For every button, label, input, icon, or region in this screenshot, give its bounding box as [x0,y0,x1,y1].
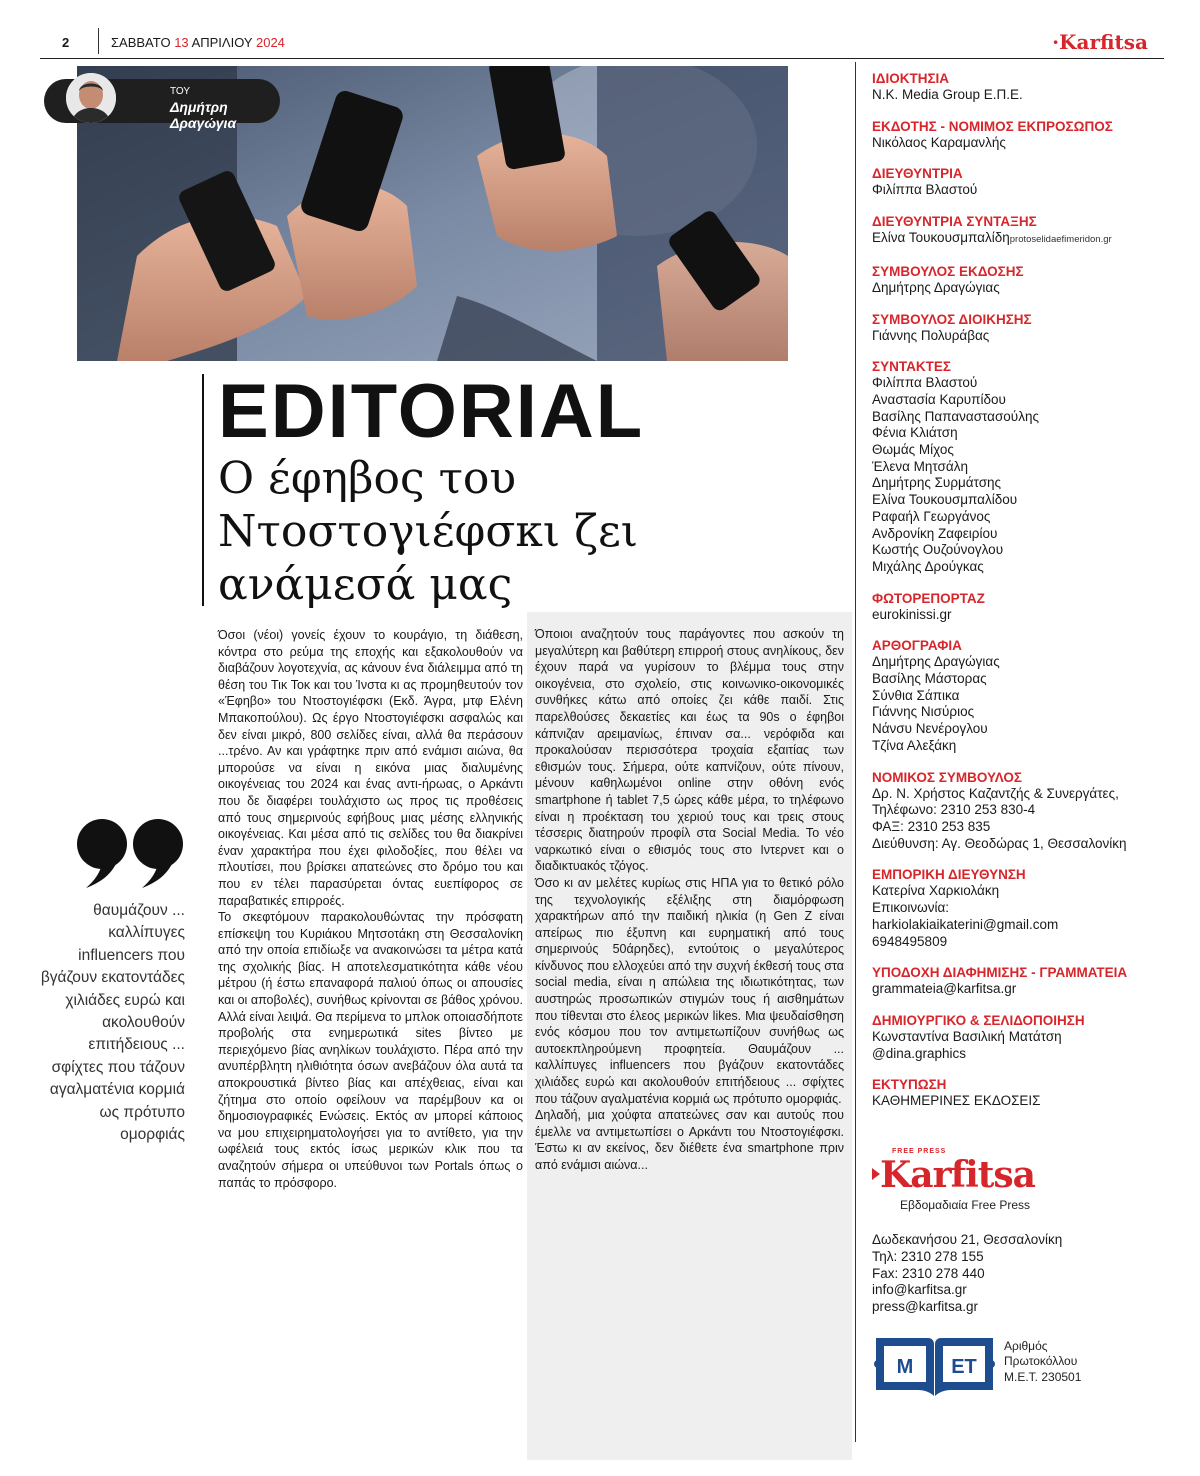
masthead-value [872,542,1172,559]
met-line: Πρωτοκόλλου [1004,1354,1078,1369]
masthead-value-text: Σύνθια Σάπικα [872,687,960,703]
masthead-block [872,637,1172,754]
met-logo-icon [872,1332,997,1402]
article-title: Ο έφηβος του Ντοστογιέφσκι ζει ανάμεσά μας [218,453,639,610]
masthead-block [872,590,1172,624]
page-header [0,0,1200,60]
masthead-value-text: Κατερίνα Χαρκιολάκη [872,883,1000,899]
masthead-block [872,358,1172,575]
masthead-value [872,1093,1172,1110]
masthead-value [872,1046,1172,1063]
masthead-value [872,883,1172,900]
masthead-value-text: Ελίνα Τουκουσμπαλίδη [872,230,1010,246]
masthead-block [872,964,1172,998]
article-column-1 [218,627,523,1191]
masthead-block [872,213,1172,249]
masthead-value [872,559,1172,576]
masthead-value [872,230,1172,249]
masthead-label: ΕΚΔΟΤΗΣ - ΝΟΜΙΜΟΣ ΕΚΠΡΟΣΩΠΟΣ [872,118,1113,134]
masthead-value-text: Θωμάς Μίχος [872,442,954,458]
masthead-value [872,607,1172,624]
masthead-value [872,509,1172,526]
brand-logo: Karfitsa [880,1154,1035,1196]
masthead-block [872,165,1172,199]
header-divider [98,28,99,54]
page-number: 2 [62,35,70,50]
masthead-label: ΔΗΜΙΟΥΡΓΙΚΟ & ΣΕΛΙΔΟΠΟΙΗΣΗ [872,1012,1085,1028]
masthead-value [872,375,1172,392]
met-line: Αριθμός [1004,1339,1048,1353]
source-watermark: protoselidaefimeridon.gr [1009,234,1112,246]
masthead-label: ΔΙΕΥΘΥΝΤΡΙΑ ΣΥΝΤΑΞΗΣ [872,214,1037,230]
contact-email-info: info@karfitsa.gr [872,1282,967,1298]
masthead-label: ΣΥΜΒΟΥΛΟΣ ΕΚΔΟΣΗΣ [872,263,1024,279]
author-prefix: ΤΟΥ [170,86,191,97]
masthead-value-text: @dina.graphics [872,1045,967,1061]
masthead-value [872,442,1172,459]
quote-mark-icon [76,818,186,890]
masthead-block [872,118,1172,152]
brand-subtitle: Εβδομαδιαία Free Press [900,1198,1031,1212]
masthead-label: ΕΜΠΟΡΙΚΗ ΔΙΕΥΘΥΝΣΗ [872,867,1026,883]
masthead-value-text: Μιχάλης Δρούγκας [872,558,984,574]
masthead-value [872,475,1172,492]
masthead-value [872,900,1172,917]
met-registration [1004,1339,1081,1385]
article-paragraph: Δηλαδή, μια χούφτα απατεώνες σαν και αυτούς που έμελλε να αντιμετωπίσει ο Αρκάντι του Ντοστογιέφσκι. Έστω κι αν εκείνος, δεν διέθετε ένα smartphone πριν από ενάμισι αιώνα... [535,1108,844,1172]
masthead-block [872,1012,1172,1062]
masthead-value [872,425,1172,442]
masthead-value-text: Επικοινωνία: [872,900,950,916]
masthead-value-text: Δημήτρης Δραγώγιας [872,279,1000,295]
date-weekday: ΣΑΒΒΑΤΟ [111,35,171,50]
masthead-value [872,738,1172,755]
masthead-block [872,263,1172,297]
met-logo-left: Μ [896,1356,914,1378]
masthead-value-text: Γιάννης Πολυράβας [872,327,990,343]
met-logo-right: ΕΤ [951,1356,977,1378]
masthead-value-text: Γιάννης Νισύριος [872,704,975,720]
masthead-value [872,688,1172,705]
contact-address: Δωδεκανήσου 21, Θεσσαλονίκη [872,1232,1063,1247]
masthead-value-text: Έλενα Μητσάλη [872,458,968,474]
masthead-value-text: Φιλίππα Βλαστού [872,182,978,198]
author-portrait [66,73,116,123]
masthead-block [872,311,1172,345]
contact-phone: Τηλ: 2310 278 155 [872,1248,984,1264]
masthead-value-text: Βασίλης Παπαναστασούλης [872,408,1039,424]
masthead-value-text: Δρ. Ν. Χρήστος Καζαντζής & Συνεργάτες, [872,785,1119,801]
masthead-value [872,721,1172,738]
article-paragraph: Όποιοι αναζητούν τους παράγοντες που ασκούν τη μεγαλύτερη και βαθύτερη επιρροή στους ανηλίκους, δεν έχουν παρά να γυρίσουν το βλέμμα τους στην οικογένεια, στο σχολείο, στις κοινωνικο-οικονομικές συνθήκες κάτω από οποίες ζει κάθε παιδί. Στις παρελθούσες δεκαετίες και έως τα 90s ο έφηβοι κάπνιζαν αρειμανίως, έπιναν σα... νερόφιδα και προκαλούσαν περισσότερα τροχαία εξαιτίας των εθισμών τους. Σήμερα, ούτε καπνίζουν, ούτε πίνουν, μένουν καθηλωμένοι online στην οθόνη ενός smartphone ή tablet 7,5 ώρες κάθε μέρα, το τηλέφωνο είναι η προέκταση του χεριού τους και τρεις στους τέσσερις διατηρούν προφίλ στα Social Media. Το νέο ναρκωτικό είναι ο εθισμός τους στο Ιντερνετ και ο διαδικτυακός τζόγος. [535,627,844,874]
masthead-value [872,981,1172,998]
masthead-label: ΙΔΙΟΚΤΗΣΙΑ [872,71,950,86]
masthead-value [872,328,1172,345]
article-column-2 [527,612,852,1460]
masthead-label: ΣΥΝΤΑΚΤΕΣ [872,359,951,375]
masthead-value-text: eurokinissi.gr [872,606,952,622]
section-label: EDITORIAL [218,369,645,454]
masthead-value [872,392,1172,409]
masthead-value-text: Φιλίππα Βλαστού [872,375,978,391]
masthead-value [872,87,1172,104]
masthead-value-text: 6948495809 [872,933,948,949]
masthead-value-text: Ελίνα Τουκουσμπαλίδου [872,492,1018,508]
masthead-value-text: ΚΑΘΗΜΕΡΙΝΕΣ ΕΚΔΟΣΕΙΣ [872,1093,1041,1109]
header-rule [40,58,1164,59]
masthead-value [872,459,1172,476]
author-name: Δημήτρη Δραγώγια [170,99,237,131]
masthead-value [872,704,1172,721]
masthead-value-text: Ραφαήλ Γεωργάνος [872,508,991,524]
masthead-value-text: Νάνσυ Νενέρογλου [872,721,988,737]
contact-info [872,1232,1062,1316]
masthead-value-text: Τηλέφωνο: 2310 253 830-4 [872,802,1036,818]
masthead-value [872,917,1172,934]
masthead-value-text: Αναστασία Καρυπίδου [872,391,1006,407]
masthead-value [872,836,1172,853]
issue-date [111,35,285,50]
article-paragraph: Όσοι (νέοι) γονείς έχουν το κουράγιο, τη διάθεση, κόντρα στο ρεύμα της εποχής και εξακολουθούν να διαβάζουν λογοτεχνία, ας κάνουν ένα διάλειμμα από τη θέση του Τικ Τοκ και του Ίνστα κι ας προμηθευτούν τον «Έφηβο» του Ντοστογιέφσκι (Εκδ. Άγρα, μτφ Ελένη Μπακοπούλου). Ως έργο Ντοστογιέφσκι ασφαλώς και δεν είναι μικρό, 800 σελίδες είναι, αλλά θα περάσουν ...τρένο. Αν και γράφτηκε πριν από ενάμισι αιώνα, θα μπορούσε να είναι η εικόνα μιας διαλυμένης οικογένειας του 2024 και ένας αντι-ήρωας, ο Αρκάντι που δε διαφέρει τουλάχιστο ως προς τις προθέσεις από τους σημερινούς εφήβους μιας μέσης ελληνικής οικογένειας. Και μέσα από τις σελίδες του θα διακρίνει έναν χαρακτήρα που έχει φιλοδοξίες, που θέλει να πλουτίσει, που βρίσκει απατεώνες στο δρόμο του και που εν τέλει παρασύρεται όντας ευεπίφορος σε παραβατικές επιρροές. [218,628,523,908]
masthead-value-text: Νικόλαος Καραμανλής [872,134,1006,150]
masthead-value-text: Τζίνα Αλεξάκη [872,737,957,753]
masthead-value [872,1029,1172,1046]
author-avatar [66,73,116,123]
date-day: 13 [174,35,189,50]
masthead-label: ΥΠΟΔΟΧΗ ΔΙΑΦΗΜΙΣΗΣ - ΓΡΑΜΜΑΤΕΙΑ [872,965,1128,981]
masthead-value [872,654,1172,671]
header-logo: ·Karfitsa [1052,30,1148,54]
masthead-value-text: Φένια Κλιάτση [872,425,958,441]
masthead-label: ΑΡΘΟΓΡΑΦΙΑ [872,638,962,654]
masthead-value-text: Διεύθυνση: Αγ. Θεοδώρας 1, Θεσσαλονίκη [872,835,1127,851]
brand-arrow-icon [872,1168,880,1180]
masthead-value-text: Δημήτρης Συρμάτσης [872,475,1002,491]
masthead-value [872,819,1172,836]
masthead-block [872,866,1172,950]
masthead-value-text: Δημήτρης Δραγώγιας [872,654,1000,670]
masthead-value-text: harkiolakiaikaterini@gmail.com [872,916,1059,932]
masthead-value [872,526,1172,543]
masthead-value-text: grammateia@karfitsa.gr [872,981,1017,997]
masthead-value [872,135,1172,152]
masthead-label: ΦΩΤΟΡΕΠΟΡΤΑΖ [872,590,985,606]
masthead-label: ΣΥΜΒΟΥΛΟΣ ΔΙΟΙΚΗΣΗΣ [872,311,1032,327]
masthead-value [872,671,1172,688]
headline-bar [202,374,204,606]
date-year: 2024 [255,35,285,50]
article-paragraph: Το σκεφτόμουν παρακολουθώντας την πρόσφατη επίσκεψη του Κυριάκου Μητσοτάκη στη Θεσσαλονίκη από την οποία επιδίωξε να ανακοινώσει τα μέτρα κατά της σχολικής βίας. Η αποτελεσματικότητα κάθε νέου μέτρου (ή έστω επαναφορά παλιού όπως οι απουσίες και οι αποβολές), συνήθως κρίνονται σε βάθος χρόνου. Αλλά είναι λειψά. Θα περίμενα το μπλοκ οποιασδήποτε προβολής στα ενημερωτικά sites βίντεο με περιεχόμενο βίας ανηλίκων τουλάχιστο. Πέρα από την ανυπέρβλητη ηλιθιότητα όσων ανεβάζουν όλα αυτά τα αποκρουστικά βίντεο βίας και απέχθειας, είναι και ζήτημα στο οποίο οφείλουν να παρέμβουν κα οι δημοσιογραφικές Ενώσεις. Εκτός αν μπορεί κάποιος να μου επιχειρηματολογήσει για το αντίθετο, για την ωφέλειά τους εκτός ίσως μερικών κλικ που τα αναζητούν σήμερα οι υπεύθυνοι των Portals όπως ο παπάς το πρόσφορο. [218,910,523,1190]
masthead-label: ΝΟΜΙΚΟΣ ΣΥΜΒΟΥΛΟΣ [872,769,1022,785]
masthead-value-text: Βασίλης Μάστορας [872,671,987,687]
author-badge [44,79,280,131]
masthead-label: ΕΚΤΥΠΩΣΗ [872,1077,947,1093]
masthead-value-text: N.K. Media Group Ε.Π.Ε. [872,87,1023,102]
masthead-value [872,409,1172,426]
masthead-value [872,802,1172,819]
masthead-block [872,769,1172,853]
masthead-label: ΔΙΕΥΘΥΝΤΡΙΑ [872,166,963,182]
met-line: Μ.Ε.Τ. 230501 [1004,1369,1082,1384]
masthead-value [872,280,1172,297]
masthead-value [872,934,1172,951]
contact-email-press: press@karfitsa.gr [872,1299,978,1315]
brand-tag: FREE PRESS [892,1148,947,1155]
masthead-block [872,1076,1172,1110]
masthead-value-text: ΦΑΞ: 2310 253 835 [872,818,991,834]
pull-quote: θαυμάζουν ... καλλίπυγες influencers που βγάζουν εκατοντάδες χιλιάδες ευρώ και ακολουθούν επιτήδειους ... σφίχτες που τάζουν αγαλματένια κορμιά ως πρότυπο ομορφιάς [40,902,185,1144]
date-month: ΑΠΡΙΛΙΟΥ [191,35,253,50]
masthead-block [872,70,1172,104]
masthead-value [872,786,1172,803]
masthead-value-text: Ανδρονίκη Ζαφειρίου [872,525,998,541]
masthead-value-text: Κωστής Ουζούνογλου [872,542,1004,558]
masthead-value [872,492,1172,509]
article-paragraph: Όσο κι αν μελέτες κυρίως στις ΗΠΑ για το θετικό ρόλο της τεχνολογικής εξέλιξης στη διαμόρφωση χαρακτήρων από την παιδική ηλικία (η Gen Z είναι απείρως πιο έξυπνη και ευρηματική από τους σημερινούς 50άρηδες), εντούτοις ο μεγαλύτερος κίνδυνος που ελλοχεύει από την συχνή έκθεσή τους στα social media, είναι η απώλεια της ιδιωτικότητας, των αυστηρώς προσωπικών στιγμών τους ή αισθημάτων που τίθενται στο έλεος μερικών likes. Μια ψευδαίσθηση ενός κόσμου που τον αντιμετωπίζουν συνήθως ως αυτοεκπληρούμενη προφητεία. Θαυμάζουν ... καλλίπυγες influencers που βγάζουν εκατοντάδες χιλιάδες ευρώ και ακολουθούν επιτήδειους ... σφίχτες που τάζουν αγαλματένια κορμιά ως πρότυπο ομορφιάς. [535,875,844,1106]
masthead-divider [855,62,856,1442]
masthead-value-text: Κωνσταντίνα Βασιλική Ματάτση [872,1028,1062,1044]
header-logo-text: Karfitsa [1059,30,1148,54]
contact-fax: Fax: 2310 278 440 [872,1265,985,1281]
masthead [872,70,1172,1124]
masthead-value [872,182,1172,199]
